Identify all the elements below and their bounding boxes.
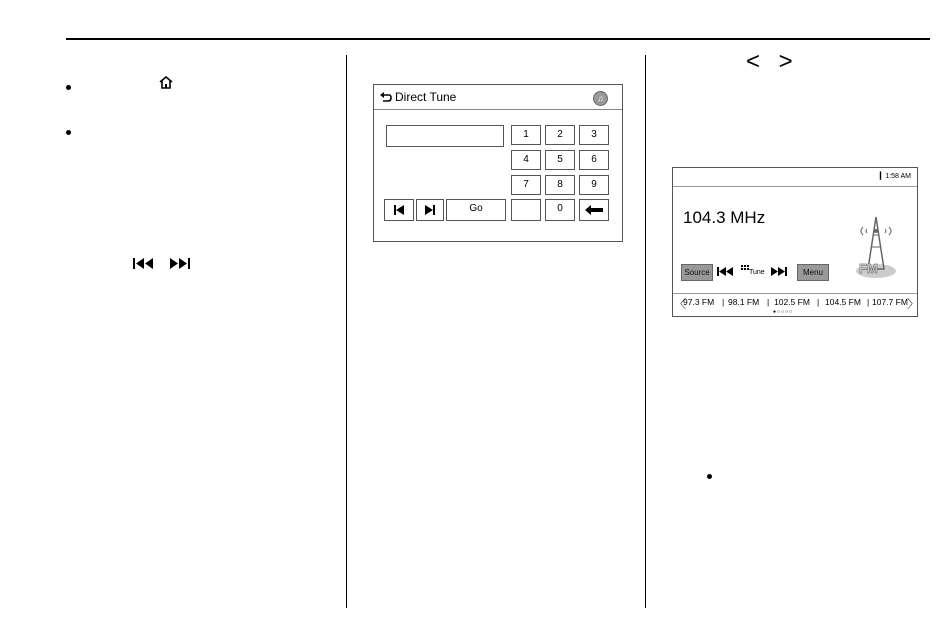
key-blank (511, 199, 541, 221)
header-rule (66, 38, 930, 40)
header-divider (374, 109, 622, 110)
preset-3[interactable]: 102.5 FM (774, 297, 810, 307)
skip-back-icon (394, 205, 404, 215)
seek-forward-icon (168, 258, 190, 269)
key-1[interactable]: 1 (511, 125, 541, 145)
frequency-input[interactable] (386, 125, 504, 147)
home-icon (159, 76, 173, 89)
clock: ▎1:58 AM (879, 173, 911, 180)
bullet-3 (707, 474, 712, 479)
backspace-key[interactable] (579, 199, 609, 221)
preset-bar: 〈 97.3 FM | 98.1 FM | 102.5 FM | 104.5 FM | 107.7 FM 〉 (673, 293, 917, 311)
skip-forward-icon (425, 205, 435, 215)
column-divider-1 (346, 55, 347, 608)
key-9[interactable]: 9 (579, 175, 609, 195)
tune-button[interactable]: Tune (741, 264, 765, 279)
direct-tune-title: Direct Tune (395, 90, 457, 104)
seek-back-icon[interactable] (717, 267, 733, 276)
frequency-display: 104.3 MHz (683, 208, 766, 227)
key-3[interactable]: 3 (579, 125, 609, 145)
source-button[interactable]: Source (681, 264, 713, 281)
key-8[interactable]: 8 (545, 175, 575, 195)
status-bar-divider (673, 186, 917, 187)
preset-2[interactable]: 98.1 FM (728, 297, 760, 307)
bullet-1 (66, 85, 71, 90)
bullet-2 (66, 130, 71, 135)
seek-back-button[interactable] (384, 199, 414, 221)
key-5[interactable]: 5 (545, 150, 575, 170)
key-0[interactable]: 0 (545, 199, 575, 221)
radio-screen (672, 167, 918, 317)
band-label: FM (859, 261, 878, 276)
page-indicator: ●○○○○ (773, 309, 794, 315)
key-4[interactable]: 4 (511, 150, 541, 170)
preset-5[interactable]: 107.7 FM (872, 297, 908, 307)
preset-prev-arrow[interactable]: 〈 (674, 297, 687, 311)
nav-arrows: < > (746, 48, 799, 75)
media-icon[interactable]: ♫ (593, 91, 608, 106)
preset-next-arrow[interactable]: 〉 (907, 297, 920, 311)
key-7[interactable]: 7 (511, 175, 541, 195)
back-icon[interactable] (380, 92, 392, 102)
preset-4[interactable]: 104.5 FM (825, 297, 861, 307)
key-2[interactable]: 2 (545, 125, 575, 145)
menu-button[interactable]: Menu (797, 264, 829, 281)
key-6[interactable]: 6 (579, 150, 609, 170)
direct-tune-screen (373, 84, 623, 242)
seek-forward-icon[interactable] (771, 267, 787, 276)
preset-1[interactable]: 97.3 FM (683, 297, 715, 307)
seek-forward-button[interactable] (416, 199, 444, 221)
direct-tune-header (380, 90, 456, 104)
seek-back-icon (133, 258, 155, 269)
column-divider-2 (645, 55, 646, 608)
backspace-icon (585, 205, 603, 215)
go-button[interactable]: Go (446, 199, 506, 221)
